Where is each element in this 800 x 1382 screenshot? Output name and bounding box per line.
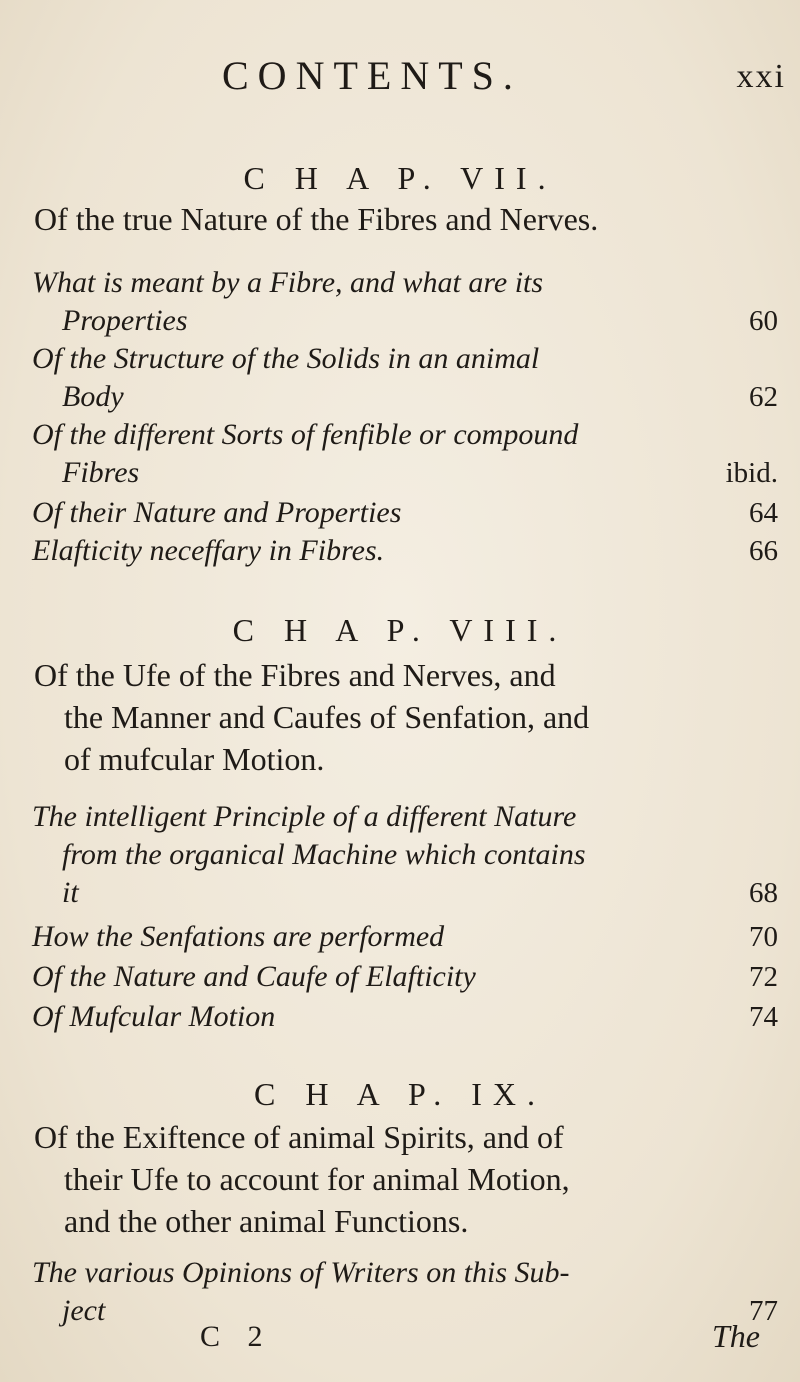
entry-line: The various Opinions of Writers on this Sub- — [32, 1256, 570, 1289]
chapter-title-line: the Manner and Caufes of Senfation, and — [64, 699, 590, 735]
toc-entry — [32, 798, 782, 912]
toc-entry — [32, 416, 782, 492]
toc-entry — [32, 1254, 782, 1330]
entry-line: Of the Structure of the Solids in an animal — [32, 342, 540, 375]
toc-entry — [32, 958, 782, 996]
catchword: The — [712, 1318, 760, 1354]
entry-line: Of Mufcular Motion 74 — [32, 998, 782, 1036]
chapter-title — [34, 1116, 774, 1242]
entry-line: How the Senfations are performed 70 — [32, 918, 782, 956]
chapter-title — [34, 198, 774, 240]
chapter-heading: C H A P. VIII. — [232, 612, 568, 648]
chapter-heading: C H A P. IX. — [253, 1076, 547, 1112]
page-reference: 62 — [749, 381, 778, 413]
chapter-title-line: Of the true Nature of the Fibres and Nerves. — [34, 201, 599, 237]
page-reference: 64 — [749, 497, 778, 529]
chapter-title — [34, 654, 774, 780]
page-reference: 68 — [749, 877, 778, 909]
chapter-title-line: Of the Ufe of the Fibres and Nerves, and — [34, 657, 556, 693]
entry-line: Fibres ibid. — [32, 454, 782, 492]
signature-mark: C 2 — [200, 1320, 273, 1353]
entry-line: What is meant by a Fibre, and what are its — [32, 266, 544, 299]
page-reference: 77 — [749, 1295, 778, 1327]
chapter-title-line: and the other animal Functions. — [64, 1203, 469, 1239]
page-reference: 70 — [749, 921, 778, 953]
page-reference: 72 — [749, 961, 778, 993]
chapter-title-line: of mufcular Motion. — [64, 741, 325, 777]
entry-line: Elafticity neceffary in Fibres. 66 — [32, 532, 782, 570]
page-reference: ibid. — [725, 457, 778, 489]
toc-entry — [32, 918, 782, 956]
chapter-heading: C H A P. VII. — [243, 160, 557, 196]
toc-entry — [32, 532, 782, 570]
entry-line: ject 77 — [32, 1292, 782, 1330]
page-header — [0, 52, 800, 102]
entry-line: Properties 60 — [32, 302, 782, 340]
entry-line: Of the Nature and Caufe of Elafticity 72 — [32, 958, 782, 996]
entry-line: from the organical Machine which contains — [62, 838, 586, 871]
page-reference: 66 — [749, 535, 778, 567]
chapter-title-line: Of the Exiftence of animal Spirits, and of — [34, 1119, 564, 1155]
entry-line: Body 62 — [32, 378, 782, 416]
page-reference: 74 — [749, 1001, 778, 1033]
toc-entry — [32, 998, 782, 1036]
entry-line: Of their Nature and Properties 64 — [32, 494, 782, 532]
chapter-title-line: their Ufe to account for animal Motion, — [64, 1161, 570, 1197]
entry-line: The intelligent Principle of a different Nature — [32, 800, 577, 833]
page-number: xxi — [736, 58, 786, 95]
entry-line: Of the different Sorts of fenfible or compound — [32, 418, 579, 451]
entry-line: it 68 — [32, 874, 782, 912]
page-reference: 60 — [749, 305, 778, 337]
toc-entry — [32, 340, 782, 416]
toc-entry — [32, 264, 782, 340]
running-head: CONTENTS. — [222, 53, 522, 98]
toc-entry — [32, 494, 782, 532]
